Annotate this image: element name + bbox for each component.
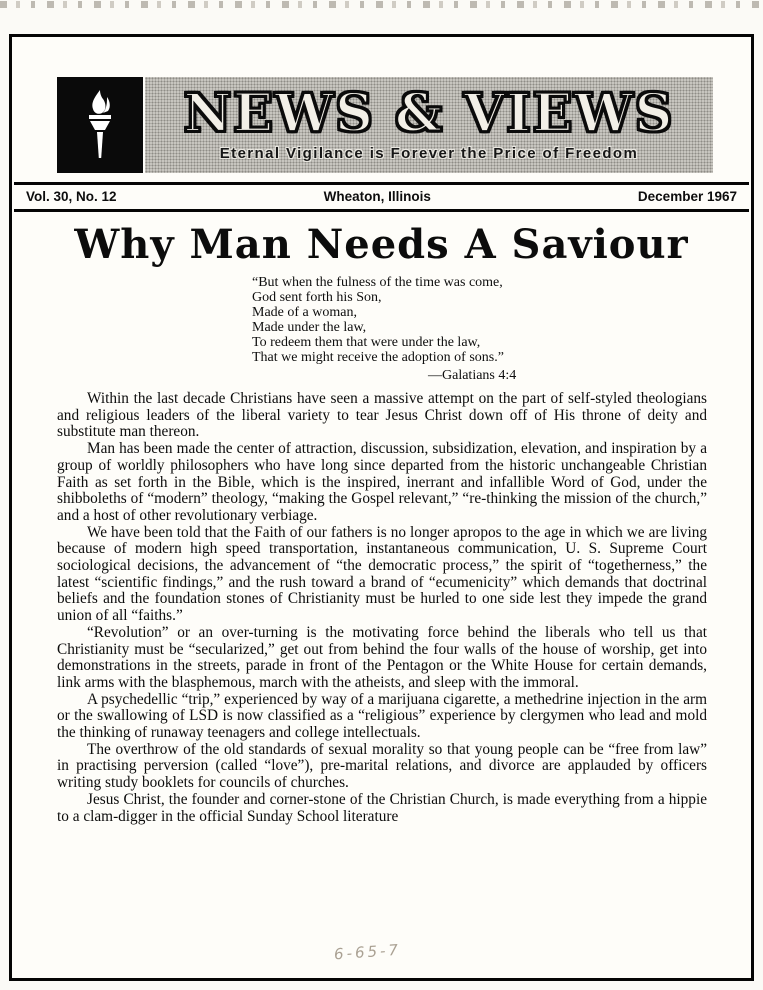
- torch-logo-box: [57, 77, 143, 173]
- masthead-rule-bottom: [14, 209, 749, 212]
- banner-halftone: [145, 77, 713, 173]
- newsletter-tagline: Eternal Vigilance is Forever the Price of Freedom: [219, 145, 639, 162]
- body-paragraph: Within the last decade Christians have seen a massive attempt on the part of self-styled theologians and religious leaders of the liberal variety to tear Jesus Christ down off of His throne of deity and substitute man thereon.: [57, 390, 707, 441]
- newsletter-title: NEWS & VIEWS: [183, 83, 675, 144]
- newsletter-banner: [57, 77, 713, 173]
- epigraph-line: Made of a woman,: [252, 305, 357, 320]
- body-paragraph: We have been told that the Faith of our fathers is no longer apropos to the age in which we are living because of modern high speed transportation, instantaneous communication, U. S. Supreme Court sociological decisions, the advancement of “the democratic process,” the spirit of “togetherness,” the latest “scientific findings,” and the rush toward a brand of “ecumenicity” which demands that doctrinal beliefs and the foundation stones of Christianity must be hurled to one side lest they impede the grand union of all “faiths.”: [57, 523, 707, 625]
- epigraph-line: That we might receive the adoption of sons.”: [252, 350, 504, 365]
- handwritten-mark: 6-65-7: [333, 940, 402, 964]
- body-paragraph: A psychedellic “trip,” experienced by way of a marijuana cigarette, a methedrine injection in the arm or the swallowing of LSD is now classified as a “religious” experience by clergymen who lead and mold the thinking of runaway teenagers and college intellectuals.: [57, 690, 707, 742]
- epigraph-line: Made under the law,: [252, 320, 367, 335]
- issue-info-row: [12, 185, 751, 207]
- issue-location: Wheaton, Illinois: [323, 189, 431, 204]
- issue-date: December 1967: [637, 189, 737, 204]
- newsletter-page: [9, 34, 754, 981]
- article-body: [12, 391, 751, 825]
- epigraph-line: God sent forth his Son,: [252, 290, 382, 305]
- issue-volume: Vol. 30, No. 12: [26, 189, 117, 204]
- scripture-epigraph: [252, 275, 751, 383]
- body-paragraph: Man has been made the center of attraction, discussion, subsidization, elevation, and inspiration by a group of worldly philosophers who have long since departed from the historic unchangeable Christian Faith as set forth in the Bible, which is the inspired, inerrant and infallible Word of God, under the shibboleths of “modern” theology, “making the Gospel relevant,” “re-thinking the mission of the church,” and a host of other revolutionary verbiage.: [57, 440, 707, 524]
- epigraph-line: To redeem them that were under the law,: [252, 335, 481, 350]
- body-paragraph: “Revolution” or an over-turning is the motivating force behind the liberals who tell us that Christianity must be “secularized,” get out from behind the four walls of the house of worship, get into demonstrations in the streets, parade in front of the Pentagon or the White House for certain demands, link arms with the blasphemous, march with the atheists, and sleep with the immoral.: [57, 623, 707, 691]
- body-paragraph: Jesus Christ, the founder and corner-stone of the Christian Church, is made everything from a hippie to a clam-digger in the official Sunday School literature: [57, 790, 707, 825]
- body-paragraph: The overthrow of the old standards of sexual morality so that young people can be “free from law” in practising perversion (called “love”), pre-marital relations, and divorce are applauded by officers writing study booklets for councils of churches.: [57, 740, 707, 792]
- epigraph-attribution: —Galatians 4:4: [428, 368, 517, 383]
- epigraph-line: “But when the fulness of the time was come,: [252, 275, 503, 290]
- torch-icon: [74, 88, 126, 162]
- torn-paper-edge: [0, 1, 763, 8]
- article-title: Why Man Needs A Saviour: [74, 221, 689, 268]
